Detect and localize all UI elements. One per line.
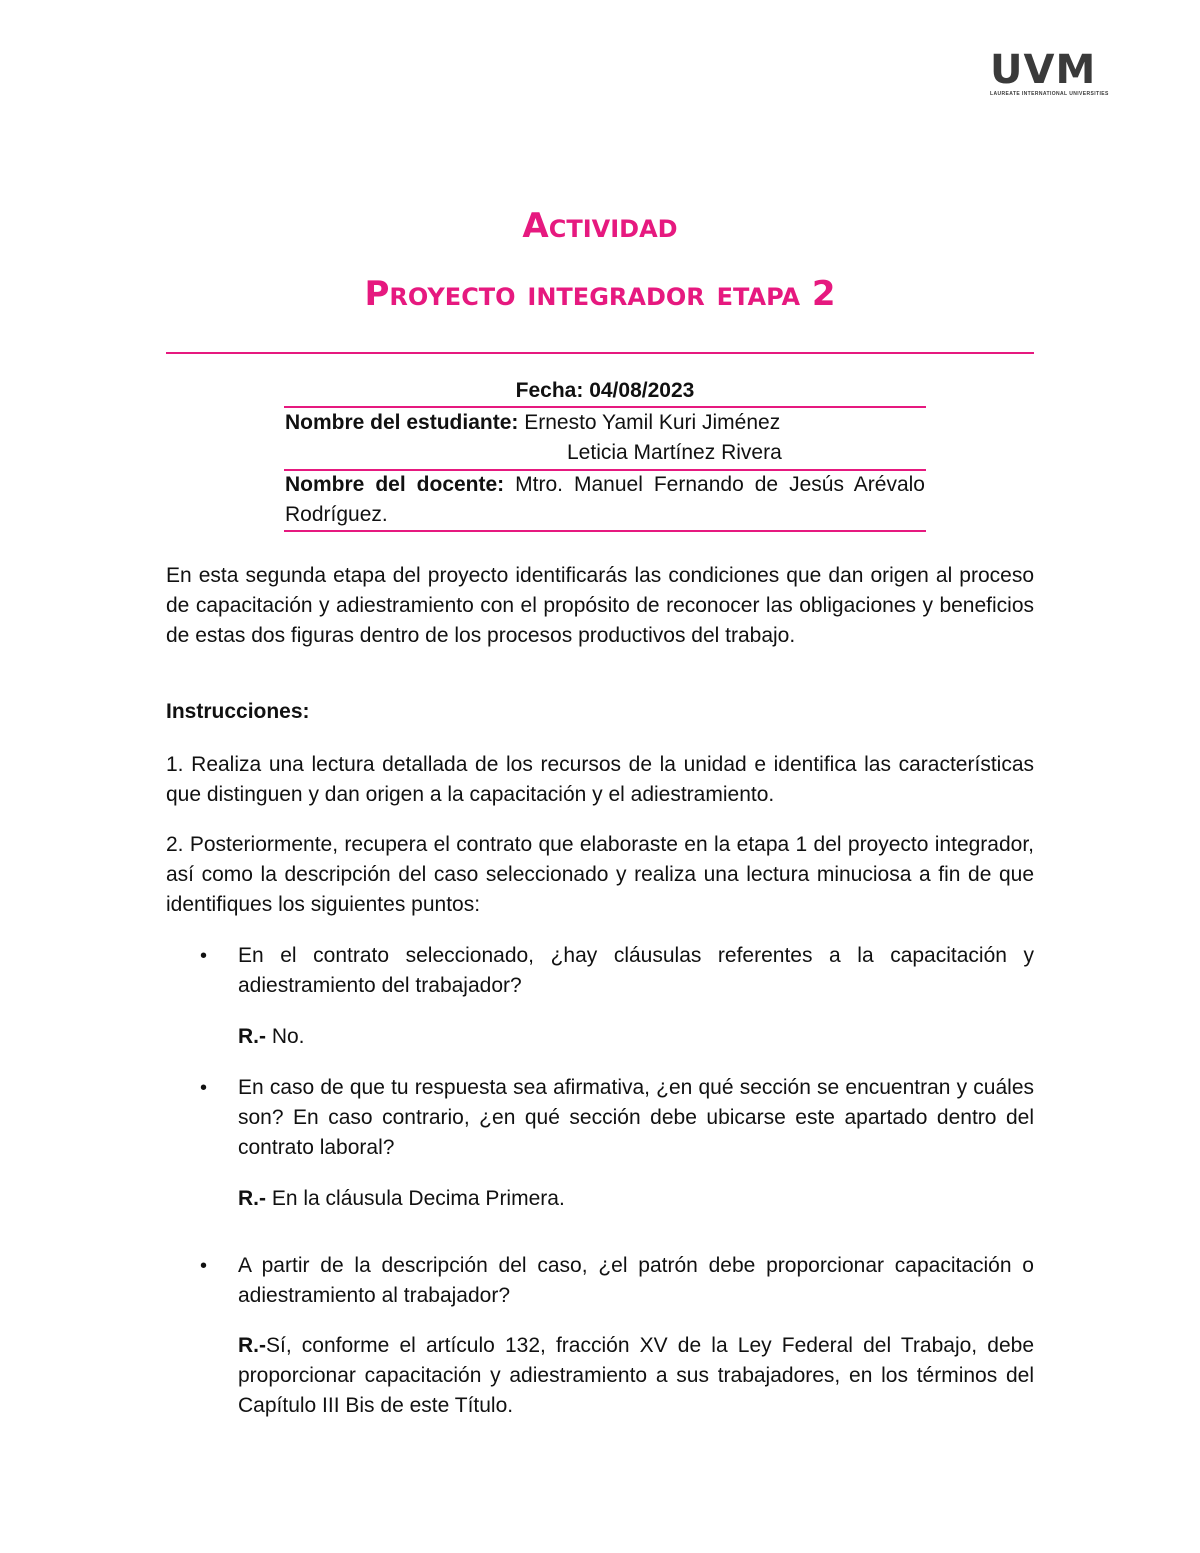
uvm-logo: [990, 47, 1115, 98]
step-1-paragraph: 1. Realiza una lectura detallada de los recursos de la unidad e identifica las características que distinguen y dan origen a la capacitación y el adiestramiento.: [166, 753, 1034, 806]
question-2: En caso de que tu respuesta sea afirmativa, ¿en qué sección se encuentran y cuáles son? En caso contrario, ¿en qué sección debe ubicarse este apartado dentro del contrato laboral?: [238, 1076, 1034, 1159]
estudiante-line: [285, 408, 925, 438]
fecha-label: Fecha:: [515, 379, 584, 402]
question-3: A partir de la descripción del caso, ¿el patrón debe proporcionar capacitación o adiestramiento al trabajador?: [238, 1254, 1034, 1307]
bullet-icon: •: [200, 1077, 208, 1099]
answer-1-text: No.: [266, 1025, 305, 1048]
question-1: En el contrato seleccionado, ¿hay cláusulas referentes a la capacitación y adiestramiento del trabajador?: [238, 944, 1034, 997]
answer-2-label: R.-: [238, 1187, 266, 1210]
answer-3: [238, 1331, 1034, 1421]
answer-3-label: R.-: [238, 1334, 266, 1357]
estudiante-name-2: Leticia Martínez Rivera: [567, 441, 782, 464]
docente-line: [285, 470, 925, 530]
fecha-line: [285, 376, 925, 406]
logo-wordmark: UVM: [990, 47, 1097, 93]
answer-2-text: En la cláusula Decima Primera.: [266, 1187, 565, 1210]
docente-name: Mtro. Manuel Fernando de Jesús Arévalo Rodríguez.: [285, 473, 925, 526]
instructions-heading: Instrucciones:: [166, 700, 310, 723]
answer-2: [238, 1184, 1034, 1214]
docente-label: Nombre del docente:: [285, 473, 505, 496]
answer-3-text: Sí, conforme el artículo 132, fracción XV de la Ley Federal del Trabajo, debe proporcionar capacitación y adiestramiento a sus trabajadores, en los términos del Capítulo III Bis de este Título.: [238, 1334, 1034, 1417]
estudiante-name-1: Ernesto Yamil Kuri Jiménez: [524, 411, 781, 434]
title-divider: [166, 352, 1034, 354]
activity-title: Actividad: [522, 206, 678, 246]
project-title: Proyecto integrador etapa 2: [364, 274, 836, 314]
step-2-paragraph: 2. Posteriormente, recupera el contrato que elaboraste en la etapa 1 del proyecto integrador, así como la descripción del caso seleccionado y realiza una lectura minuciosa a fin de que identifiques los siguientes puntos:: [166, 833, 1034, 916]
header-divider-3: [284, 530, 926, 532]
estudiante-label: Nombre del estudiante:: [285, 411, 519, 434]
logo-tagline: LAUREATE INTERNATIONAL UNIVERSITIES: [990, 91, 1109, 97]
fecha-value: 04/08/2023: [589, 379, 695, 402]
intro-paragraph: En esta segunda etapa del proyecto identificarás las condiciones que dan origen al proceso de capacitación y adiestramiento con el propósito de reconocer las obligaciones y beneficios de estas dos figuras dentro de los procesos productivos del trabajo.: [166, 564, 1034, 647]
answer-1: [238, 1022, 1034, 1052]
bullet-icon: •: [200, 945, 208, 967]
bullet-icon: •: [200, 1255, 208, 1277]
answer-1-label: R.-: [238, 1025, 266, 1048]
